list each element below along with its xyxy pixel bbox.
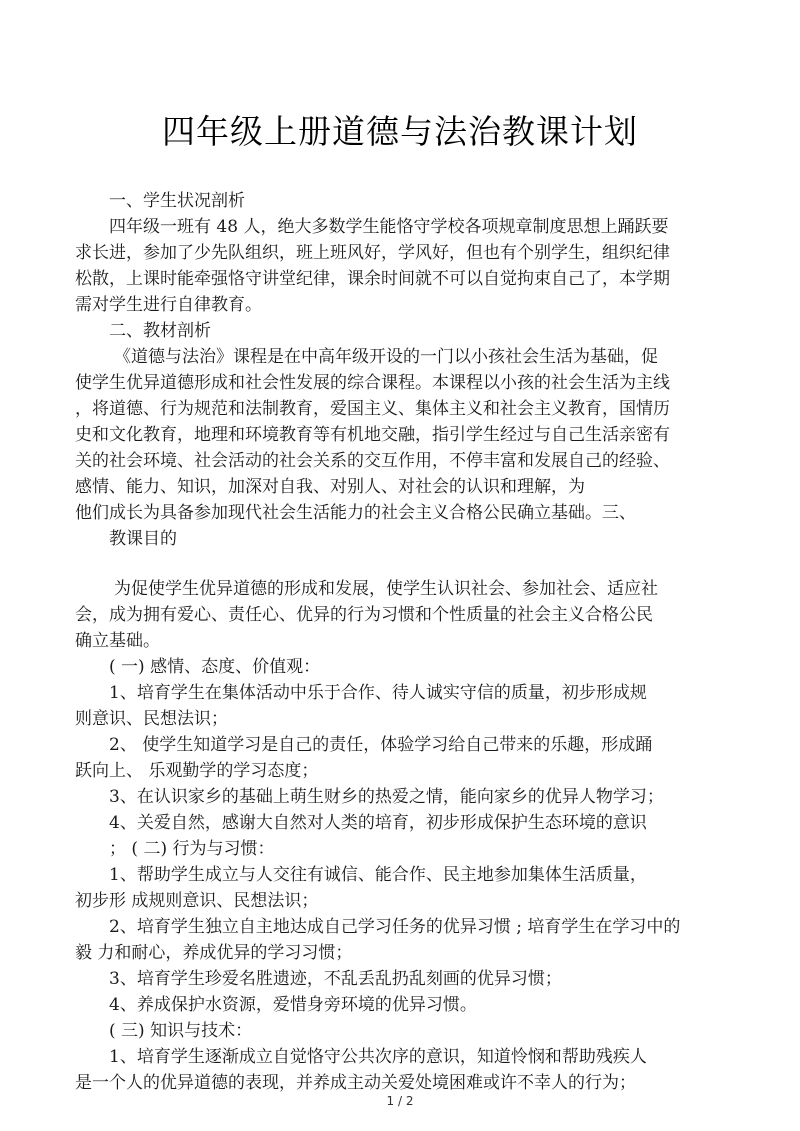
list-item-line: 4、关爱自然，感谢大自然对人类的培育，初步形成保护生态环境的意识 (109, 813, 647, 833)
section-heading: 二、教材剖析 (109, 321, 211, 341)
paragraph-line: 需对学生进行自律教育。 (75, 295, 262, 315)
subsection-heading: ( 一) 感情、态度、价值观： (109, 657, 321, 677)
paragraph-line: 松散，上课时能牵强恪守讲堂纪律，课余时间就不可以自觉拘束自己了，本学期 (75, 269, 670, 289)
paragraph-line: 他们成长为具备参加现代社会生活能力的社会主义合格公民确立基础。三、 (75, 503, 636, 523)
list-item-line: 2、 使学生知道学习是自己的责任，体验学习给自己带来的乐趣，形成踊 (109, 735, 653, 755)
paragraph-line: 关的社会环境、社会活动的社会关系的交互作用，不停丰富和发展自己的经验、 (75, 451, 670, 471)
list-item-line: 则意识、民想法识； (75, 709, 228, 729)
page-number: 1 / 2 (386, 1094, 414, 1108)
paragraph-line: 史和文化教育，地理和环境教育等有机地交融，指引学生经过与自己生活亲密有 (75, 425, 670, 445)
list-item-line: 3、培育学生珍爱名胜遗迹，不乱丢乱扔乱刻画的优异习惯； (109, 969, 562, 989)
paragraph-line: 四年级一班有 48 人，绝大多数学生能恪守学校各项规章制度思想上踊跃要 (109, 217, 669, 237)
paragraph-line: 感情、能力、知识，加深对自我、对别人、对社会的认识和理解，为 (75, 477, 585, 497)
list-item-line: 1、培育学生在集体活动中乐于合作、待人诚实守信的质量，初步形成规 (109, 683, 647, 703)
section-heading: 教课目的 (109, 529, 177, 549)
list-item-line: 毅 力和耐心，养成优异的学习习惯； (75, 943, 353, 963)
paragraph-line: 求长进，参加了少先队组织，班上班风好，学风好，但也有个别学生，组织纪律 (75, 243, 670, 263)
paragraph-line: 确立基础。 (75, 631, 160, 651)
list-item-line: 1、帮助学生成立与人交往有诚信、能合作、民主地参加集体生活质量， (109, 865, 647, 885)
list-item-line: 跃向上、 乐观勤学的学习态度； (75, 761, 319, 781)
paragraph-line: 使学生优异道德形成和社会性发展的综合课程。本课程以小孩的社会生活为主线 (75, 373, 670, 393)
subsection-heading: ； ( 二) 行为与习惯： (109, 839, 275, 859)
list-item-line: 2、培育学生独立自主地达成自己学习任务的优异习惯 ; 培育学生在学习中的 (109, 917, 681, 937)
section-heading: 一、学生状况剖析 (109, 191, 245, 211)
paragraph-line: 会，成为拥有爱心、责任心、优异的行为习惯和个性质量的社会主义合格公民 (75, 605, 653, 625)
list-item-line: 初步形 成规则意识、民想法识； (75, 891, 319, 911)
list-item-line: 1、培育学生逐渐成立自觉恪守公共次序的意识，知道怜悯和帮助残疾人 (109, 1047, 647, 1067)
document-title: 四年级上册道德与法治教课计划 (162, 112, 638, 151)
list-item-line: 是一个人的优异道德的表现，并养成主动关爱处境困难或许不幸人的行为； (75, 1073, 636, 1093)
list-item-line: 4、养成保护水资源，爱惜身旁环境的优异习惯。 (109, 995, 477, 1015)
subsection-heading: ( 三) 知识与技术： (109, 1021, 253, 1041)
paragraph-line: ，将道德、行为规范和法制教育，爱国主义、集体主义和社会主义教育，国情历 (75, 399, 670, 419)
paragraph-line: 为促使学生优异道德的形成和发展，使学生认识社会、参加社会、适应社 (114, 579, 658, 599)
paragraph-line: 《道德与法治》课程是在中高年级开设的一门以小孩社会生活为基础，促 (114, 347, 658, 367)
list-item-line: 3、在认识家乡的基础上萌生财乡的热爱之情，能向家乡的优异人物学习； (109, 787, 664, 807)
